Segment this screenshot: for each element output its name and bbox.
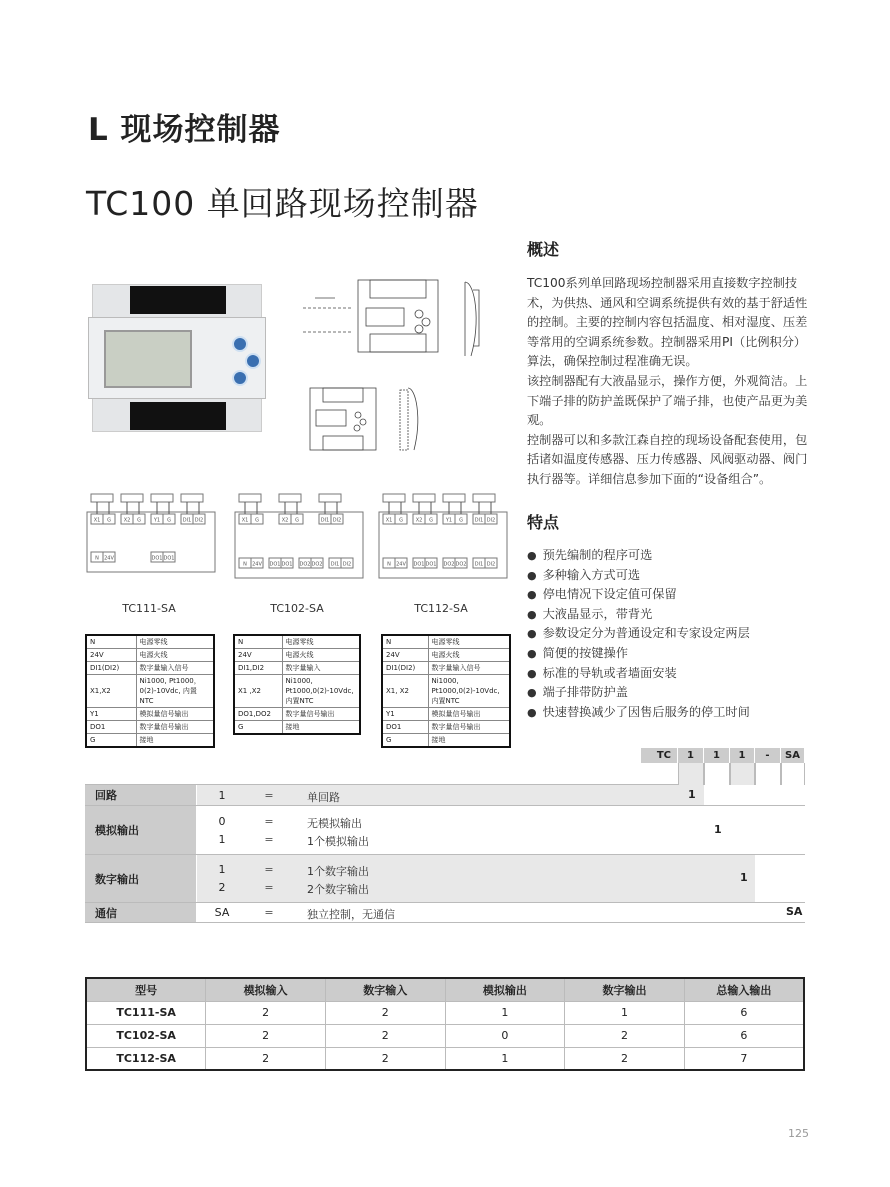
overview-line: 该控制器配有大液晶显示，操作方便，外观简洁。上: [527, 373, 808, 388]
terminal: [133, 514, 145, 524]
terminal: [455, 558, 467, 568]
terminal: [473, 558, 485, 568]
pin-name: DI1(DI2): [86, 662, 136, 675]
spec-cell: 7: [684, 1047, 804, 1070]
wiring-diagram: [233, 490, 369, 615]
svg-text:G: G: [399, 517, 403, 524]
overview-text: [527, 274, 817, 490]
spec-cell: 1: [445, 1047, 565, 1070]
overview-line: 观。: [527, 413, 552, 428]
svg-text:G: G: [167, 517, 171, 524]
terminal: [291, 514, 303, 524]
column-header: 总输入输出: [684, 978, 804, 1001]
spec-cell: 2: [325, 1024, 445, 1047]
pin-name: X1 ,X2: [234, 675, 282, 708]
input-box: [91, 494, 113, 502]
pin-name: DO1,DO2: [234, 708, 282, 721]
row-label: 通信: [85, 903, 197, 922]
svg-text:DI2: DI2: [194, 517, 204, 524]
terminal: [383, 558, 395, 568]
terminal: [251, 558, 263, 568]
pin-row: [234, 635, 360, 649]
terminal: [163, 552, 175, 562]
terminal: [299, 558, 311, 568]
svg-text:DO1: DO1: [425, 561, 437, 568]
wiring-diagram-svg: [85, 490, 221, 590]
code-segment: SA: [781, 748, 805, 763]
pin-row: [234, 675, 360, 708]
svg-text:DI1: DI1: [474, 561, 484, 568]
pin-row: [382, 649, 510, 662]
pin-row: [86, 734, 214, 748]
terminal: [239, 558, 251, 568]
terminal: [103, 552, 115, 562]
terminal: [425, 514, 437, 524]
pin-name: N: [382, 635, 428, 649]
svg-text:X1: X1: [93, 517, 101, 524]
overview-heading: 概述: [527, 240, 560, 259]
order-code-row: [85, 785, 805, 806]
row-label: 模拟输出: [85, 806, 197, 854]
spec-row: [86, 1001, 804, 1024]
diagram-model-label: TC102-SA: [270, 602, 324, 615]
svg-text:X2: X2: [123, 517, 131, 524]
enter-button: [245, 353, 261, 369]
product-photo: [92, 284, 262, 432]
pin-name: G: [86, 734, 136, 748]
feature-item: ● 参数设定分为普通设定和专家设定两层: [527, 624, 750, 644]
option-description: 单回路: [307, 790, 340, 804]
terminal: [395, 558, 407, 568]
column-header: 模拟输入: [206, 978, 326, 1001]
option-description: 无模拟输出: [307, 816, 362, 830]
input-box: [151, 494, 173, 502]
terminal: [311, 558, 323, 568]
pin-row: [382, 721, 510, 734]
spec-cell: 2: [206, 1024, 326, 1047]
features-heading: 特点: [527, 513, 560, 532]
terminal: [383, 514, 395, 524]
terminal: [473, 514, 485, 524]
column-header: 模拟输出: [445, 978, 565, 1001]
feature-item: ● 简便的按键操作: [527, 644, 750, 664]
option-value: SA: [214, 906, 230, 919]
pin-name: Y1: [382, 708, 428, 721]
option-description: 1个模拟输出: [307, 834, 369, 848]
svg-text:N: N: [387, 561, 391, 568]
product-title: TC100 单回路现场控制器: [86, 184, 479, 223]
up-button: [232, 336, 248, 352]
pin-description: 接地: [136, 734, 214, 748]
overview-line: 执行器等。详细信息参加下面的“设备组合”。: [527, 471, 772, 486]
page-number: 125: [788, 1127, 809, 1140]
pin-description: 数字量输入信号: [428, 662, 510, 675]
spec-cell: 2: [565, 1024, 685, 1047]
pin-row: [86, 635, 214, 649]
terminal: [279, 514, 291, 524]
terminal: [395, 514, 407, 524]
pin-table: [381, 634, 511, 748]
pin-description: 数字量信号输出: [136, 721, 214, 734]
spec-cell: 2: [325, 1047, 445, 1070]
svg-text:DO2: DO2: [299, 561, 311, 568]
terminal: [281, 558, 293, 568]
spec-header-row: [86, 978, 804, 1001]
option-description: 2个数字输出: [307, 883, 369, 896]
spec-row: [86, 1024, 804, 1047]
pin-description: Ni1000, Pt1000,0(2)-10Vdc, 内置NTC: [282, 675, 360, 708]
wiring-diagram: [85, 490, 221, 615]
svg-text:DO2: DO2: [443, 561, 455, 568]
spec-cell: 2: [206, 1047, 326, 1070]
equals-sign: =: [264, 906, 274, 919]
terminal: [91, 514, 103, 524]
diagram-model-label: TC112-SA: [414, 602, 468, 615]
terminal: [269, 558, 281, 568]
svg-text:DI1: DI1: [320, 517, 330, 524]
option-value: 0: [218, 814, 226, 828]
terminal: [319, 514, 331, 524]
terminal: [151, 552, 163, 562]
feature-item: ● 多种输入方式可选: [527, 566, 750, 586]
pin-row: [234, 721, 360, 735]
wiring-diagram-svg: [377, 490, 513, 590]
pin-name: DI1(DI2): [382, 662, 428, 675]
pin-table: [85, 634, 215, 748]
pin-description: 数字量信号输出: [428, 721, 510, 734]
svg-text:24V: 24V: [252, 561, 262, 568]
pin-description: 数字量输入: [282, 662, 360, 675]
overview-line: 等常用的空调系统参数。控制器采用PI（比例积分）: [527, 334, 807, 349]
overview-line: 算法，确保控制过程准确无误。: [527, 354, 698, 369]
pin-row: [234, 662, 360, 675]
wiring-diagram-svg: [233, 490, 369, 590]
svg-text:Y1: Y1: [153, 517, 161, 524]
equals-sign: =: [264, 881, 274, 894]
pin-name: N: [234, 635, 282, 649]
pin-name: 24V: [234, 649, 282, 662]
pin-row: [382, 675, 510, 708]
svg-text:DO1: DO1: [151, 555, 163, 562]
overview-line: 的控制。主要的控制内容包括温度、相对湿度、压差: [527, 315, 808, 330]
option-value: 1: [218, 832, 226, 846]
terminal: [91, 552, 103, 562]
spec-row: [86, 1047, 804, 1070]
pin-row: [86, 721, 214, 734]
svg-text:G: G: [459, 517, 463, 524]
terminal: [341, 558, 353, 568]
code-value: 1: [688, 787, 696, 801]
dimension-drawings: [295, 270, 515, 470]
row-label: 数字输出: [85, 855, 197, 902]
overview-line: 术，为供热、通风和空调系统提供有效的基于舒适性: [527, 295, 808, 310]
svg-text:G: G: [429, 517, 433, 524]
pin-description: 电源零线: [428, 635, 510, 649]
spec-cell: 0: [445, 1024, 565, 1047]
overview-line: 括诸如温度传感器、压力传感器、风阀驱动器、阀门: [527, 452, 808, 467]
feature-item: ● 停电情况下设定值可保留: [527, 585, 750, 605]
svg-text:DI2: DI2: [486, 517, 496, 524]
code-segment: 1: [678, 748, 704, 763]
terminal: [181, 514, 193, 524]
input-box: [473, 494, 495, 502]
spec-cell: 1: [565, 1001, 685, 1024]
pin-name: 24V: [382, 649, 428, 662]
pin-name: N: [86, 635, 136, 649]
wiring-diagram: [377, 490, 513, 615]
code-value: 1: [740, 871, 748, 884]
equals-sign: =: [264, 863, 274, 876]
pin-description: 模拟量信号输出: [428, 708, 510, 721]
feature-item: ● 快速替换减少了因售后服务的停工时间: [527, 703, 750, 723]
code-segment: 1: [704, 748, 730, 763]
input-box: [383, 494, 405, 502]
down-button: [232, 370, 248, 386]
input-box: [443, 494, 465, 502]
pin-description: 电源火线: [136, 649, 214, 662]
svg-text:DI2: DI2: [486, 561, 496, 568]
svg-text:N: N: [95, 555, 99, 562]
pin-description: Ni1000, Pt1000，0(2)-10Vdc, 内置NTC: [136, 675, 214, 708]
spec-cell: 1: [445, 1001, 565, 1024]
svg-text:G: G: [255, 517, 259, 524]
pin-name: G: [382, 734, 428, 748]
code-segment: 1: [730, 748, 755, 763]
pin-description: 电源零线: [282, 635, 360, 649]
code-segment: -: [755, 748, 781, 763]
pin-row: [382, 635, 510, 649]
diagram-model-label: TC111-SA: [122, 602, 176, 615]
terminal: [329, 558, 341, 568]
row-label: 回路: [85, 785, 197, 805]
svg-text:DO1: DO1: [269, 561, 281, 568]
pin-description: 接地: [282, 721, 360, 735]
option-description: 独立控制，无通信: [307, 908, 395, 921]
order-code-row: [85, 806, 805, 855]
column-header: 型号: [86, 978, 206, 1001]
svg-text:X1: X1: [385, 517, 393, 524]
pin-name: Y1: [86, 708, 136, 721]
overview-line: 控制器可以和多款江森自控的现场设备配套使用，包: [527, 432, 808, 447]
pin-row: [234, 649, 360, 662]
column-header: 数字输入: [325, 978, 445, 1001]
feature-item: ● 标准的导轨或者墙面安装: [527, 664, 750, 684]
svg-text:G: G: [295, 517, 299, 524]
terminal: [485, 514, 497, 524]
input-box: [413, 494, 435, 502]
svg-text:DO2: DO2: [455, 561, 467, 568]
pin-row: [86, 662, 214, 675]
spec-cell: 6: [684, 1001, 804, 1024]
input-box: [121, 494, 143, 502]
spec-cell: 6: [684, 1024, 804, 1047]
pin-name: DO1: [86, 721, 136, 734]
code-value: SA: [786, 905, 803, 918]
pin-name: 24V: [86, 649, 136, 662]
pin-name: DI1,DI2: [234, 662, 282, 675]
terminal: [239, 514, 251, 524]
input-box: [181, 494, 203, 502]
option-value: 1: [218, 788, 226, 802]
input-box: [279, 494, 301, 502]
input-box: [239, 494, 261, 502]
code-segment: TC: [641, 748, 678, 763]
terminal: [331, 514, 343, 524]
terminal: [413, 514, 425, 524]
pin-row: [86, 675, 214, 708]
spec-cell: 2: [206, 1001, 326, 1024]
equals-sign: =: [264, 814, 274, 828]
svg-text:DI2: DI2: [332, 517, 342, 524]
pin-description: 电源零线: [136, 635, 214, 649]
terminal: [151, 514, 163, 524]
svg-text:DO1: DO1: [413, 561, 425, 568]
terminal: [251, 514, 263, 524]
svg-text:DI2: DI2: [342, 561, 352, 568]
svg-text:X2: X2: [281, 517, 289, 524]
feature-item: ● 预先编制的程序可选: [527, 546, 750, 566]
terminal: [455, 514, 467, 524]
pin-row: [86, 708, 214, 721]
spec-cell: TC111-SA: [86, 1001, 206, 1024]
svg-text:X1: X1: [241, 517, 249, 524]
equals-sign: =: [264, 788, 274, 802]
features-list: [527, 546, 750, 722]
svg-text:G: G: [137, 517, 141, 524]
svg-text:24V: 24V: [104, 555, 114, 562]
svg-text:24V: 24V: [396, 561, 406, 568]
terminal: [103, 514, 115, 524]
pin-row: [234, 708, 360, 721]
terminal: [443, 558, 455, 568]
terminal: [193, 514, 205, 524]
pin-description: 模拟量信号输出: [136, 708, 214, 721]
terminal: [163, 514, 175, 524]
terminal: [413, 558, 425, 568]
svg-text:Y1: Y1: [445, 517, 453, 524]
pin-row: [382, 662, 510, 675]
overview-line: 下端子排的防护盖既保护了端子排，也使产品更为美: [527, 393, 808, 408]
terminal: [443, 514, 455, 524]
option-description: 1个数字输出: [307, 865, 369, 878]
pin-description: Ni1000, Pt1000,0(2)-10Vdc, 内置NTC: [428, 675, 510, 708]
terminal: [485, 558, 497, 568]
terminal: [425, 558, 437, 568]
pin-row: [382, 734, 510, 748]
pin-description: 数字量输入信号: [136, 662, 214, 675]
chapter-title: L 现场控制器: [88, 112, 281, 148]
option-value: 1: [218, 863, 226, 876]
svg-text:DI1: DI1: [330, 561, 340, 568]
equals-sign: =: [264, 832, 274, 846]
pin-description: 电源火线: [428, 649, 510, 662]
pin-row: [382, 708, 510, 721]
order-code-row: [85, 903, 805, 923]
svg-text:X2: X2: [415, 517, 423, 524]
pin-row: [86, 649, 214, 662]
svg-text:N: N: [243, 561, 247, 568]
spec-cell: 2: [565, 1047, 685, 1070]
terminal: [121, 514, 133, 524]
pin-name: G: [234, 721, 282, 735]
pin-name: X1,X2: [86, 675, 136, 708]
spec-cell: TC112-SA: [86, 1047, 206, 1070]
svg-text:DI1: DI1: [474, 517, 484, 524]
svg-text:DO1: DO1: [281, 561, 293, 568]
code-value: 1: [714, 822, 722, 836]
pin-description: 数字量信号输出: [282, 708, 360, 721]
overview-line: TC100系列单回路现场控制器采用直接数字控制技: [527, 276, 798, 290]
svg-text:DI1: DI1: [182, 517, 192, 524]
spec-cell: TC102-SA: [86, 1024, 206, 1047]
lcd-display: [104, 330, 192, 388]
option-value: 2: [218, 881, 226, 894]
svg-text:DO2: DO2: [311, 561, 323, 568]
order-code-row: [85, 855, 805, 903]
feature-item: ● 端子排带防护盖: [527, 683, 750, 703]
column-header: 数字输出: [565, 978, 685, 1001]
pin-table: [233, 634, 361, 735]
pin-name: X1, X2: [382, 675, 428, 708]
input-box: [319, 494, 341, 502]
pin-description: 接地: [428, 734, 510, 748]
svg-text:G: G: [107, 517, 111, 524]
pin-description: 电源火线: [282, 649, 360, 662]
feature-item: ● 大液晶显示，带背光: [527, 605, 750, 625]
spec-table: [85, 977, 805, 1071]
pin-name: DO1: [382, 721, 428, 734]
spec-cell: 2: [325, 1001, 445, 1024]
svg-text:DO1: DO1: [163, 555, 175, 562]
